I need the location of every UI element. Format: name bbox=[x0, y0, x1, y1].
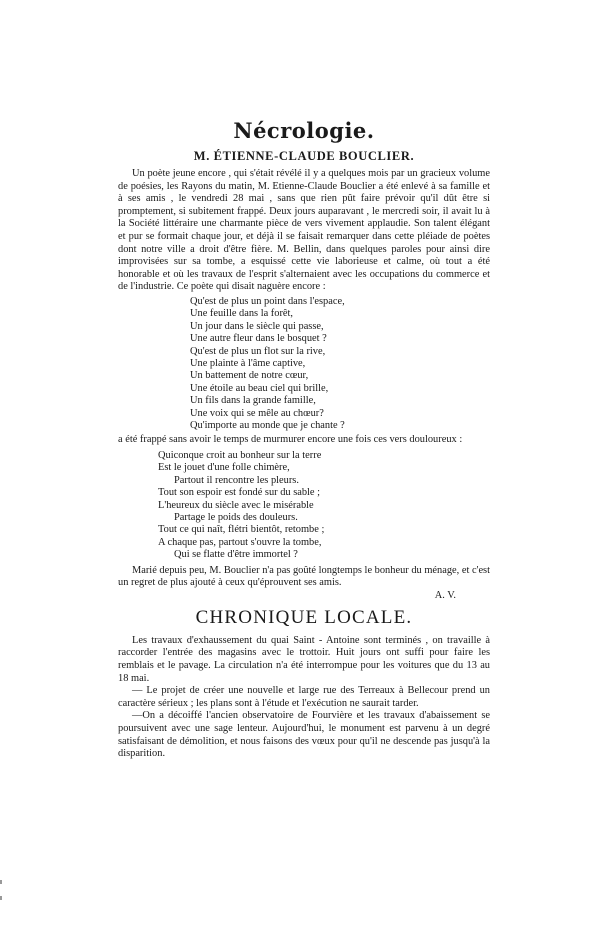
poem-second bbox=[118, 450, 490, 562]
verse-line: Qui se flatte d'être immortel ? bbox=[174, 549, 298, 561]
verse-line: Qu'importe au monde que je chante ? bbox=[190, 420, 345, 431]
obituary-closing bbox=[118, 565, 490, 590]
verse-line: Une feuille dans la forêt, bbox=[190, 308, 293, 320]
verse-line: A chaque pas, partout s'ouvre la tombe, bbox=[158, 536, 322, 548]
necrology-heading: Nécrologie. bbox=[233, 118, 375, 143]
verse-line: Est le jouet d'une folle chimère, bbox=[158, 462, 290, 474]
chronicle-heading: CHRONIQUE LOCALE. bbox=[195, 606, 413, 628]
scan-mark bbox=[0, 896, 2, 900]
scan-mark bbox=[0, 880, 2, 884]
verse-line: Une plainte à l'âme captive, bbox=[190, 357, 306, 369]
chronicle-paragraph: —On a décoiffé l'ancien observatoire de Fourvière et les travaux d'abaissement se poursuivent avec une sage lenteur. Aujourd'hui, le monument est parvenu à un degré satisfaisant de démolition, et nous faisons des vœux pour qu'il ne descende pas jusqu'à la disparition. bbox=[118, 710, 490, 760]
obituary-middle bbox=[118, 434, 490, 447]
obituary-subject: M. ÉTIENNE-CLAUDE BOUCLIER. bbox=[193, 149, 415, 163]
verse-line: Une autre fleur dans le bosquet ? bbox=[190, 333, 327, 345]
verse-line: Une voix qui se mêle au chœur? bbox=[190, 407, 324, 419]
verse-line: Quiconque croit au bonheur sur la terre bbox=[158, 450, 322, 461]
author-signature: A. V. bbox=[434, 589, 456, 601]
chronicle-body bbox=[118, 635, 490, 761]
newspaper-page bbox=[118, 118, 490, 761]
obituary-intro: Un poète jeune encore , qui s'était révélé il y a quelques mois par un gracieux volume de poésies, les Rayons du matin, M. Etienne-Claude Bouclier a été enlevé à sa famille et à ses amis , le vendredi 28 mai , sans que rien pût faire prévoir qu'il dût être si promptement, si subitement frappé. Deux jours auparavant , le mercredi soir, il avait lu à la Société littéraire une charmante pièce de vers vivement applaudie. Son talent élégant et pur se formait chaque jour, et déjà il se faisait remarquer dans cette pléiade de poètes dont notre ville a droit d'être fière. M. Bellin, dans quelques paroles pour ainsi dire improvisées sur sa tombe, a esquissé cette vie laborieuse et calme, où tout a été honorable et où les travaux de l'esprit s'alternaient avec les occupations du commerce et de l'industrie. Ce poète qui disait naguère encore : bbox=[118, 168, 490, 293]
verse-line: Tout son espoir est fondé sur du sable ; bbox=[158, 487, 321, 499]
obituary-body bbox=[118, 168, 490, 294]
obituary-closing-text: Marié depuis peu, M. Bouclier n'a pas goûté longtemps le bonheur du ménage, et c'est un regret de plus ajouté à ceux qu'éprouvent ses amis. bbox=[118, 564, 490, 589]
verse-line: Un fils dans la grande famille, bbox=[190, 395, 316, 407]
verse-line: Tout ce qui naît, flétri bientôt, retombe ; bbox=[158, 524, 325, 536]
verse-line: Partage le poids des douleurs. bbox=[174, 512, 298, 524]
verse-line: Qu'est de plus un point dans l'espace, bbox=[190, 295, 345, 307]
chronicle-paragraph: Les travaux d'exhaussement du quai Saint - Antoine sont terminés , on travaille à raccorder l'entrée des magasins avec le trottoir. Huit jours ont suffi pour faire les remblais et le pavage. La circulation n'a été interrompue pour les voitures que du 13 au 18 mai. bbox=[118, 634, 490, 684]
obituary-middle-text: a été frappé sans avoir le temps de murmurer encore une fois ces vers douloureux : bbox=[118, 434, 463, 446]
verse-line: Un jour dans le siècle qui passe, bbox=[190, 320, 324, 332]
verse-line: Une étoile au beau ciel qui brille, bbox=[190, 382, 329, 394]
verse-line: L'heureux du siècle avec le misérable bbox=[158, 499, 314, 511]
poem-first bbox=[118, 296, 490, 432]
verse-line: Un battement de notre cœur, bbox=[190, 370, 309, 382]
verse-line: Qu'est de plus un flot sur la rive, bbox=[190, 345, 326, 357]
chronicle-paragraph: — Le projet de créer une nouvelle et large rue des Terreaux à Bellecour prend un caractère sérieux ; les plans sont à l'étude et l'exécution ne saurait tarder. bbox=[118, 685, 490, 709]
verse-line: Partout il rencontre les pleurs. bbox=[174, 474, 299, 486]
